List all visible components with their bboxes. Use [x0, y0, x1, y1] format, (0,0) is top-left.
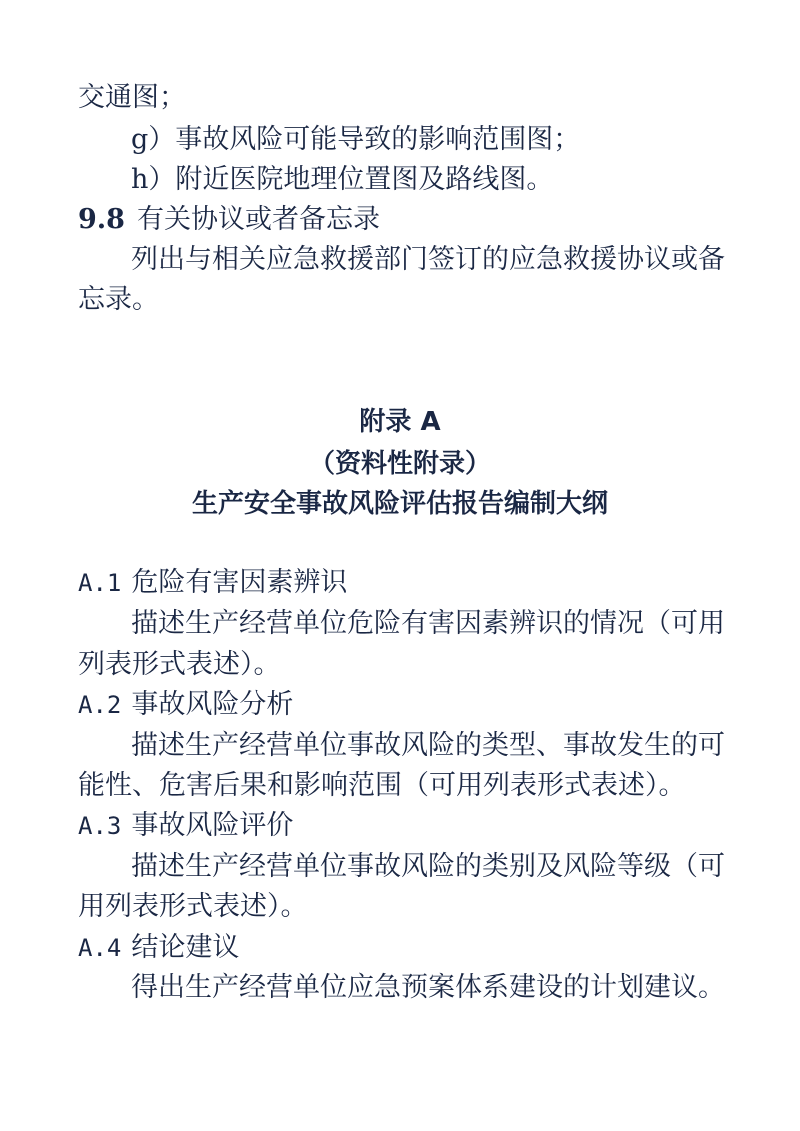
paragraph-line: 描述生产经营单位危险有害因素辨识的情况（可用 [131, 608, 725, 639]
section-number: A.1 [78, 569, 122, 597]
section-number: A.4 [78, 934, 122, 962]
section-title: 事故风险评价 [131, 810, 294, 841]
paragraph-line: 描述生产经营单位事故风险的类别及风险等级（可 [131, 851, 725, 882]
appendix-title: 生产安全事故风险评估报告编制大纲 [191, 489, 608, 519]
paragraph-line: 用列表形式表述）。 [78, 891, 308, 922]
appendix-label: 附录 A [359, 407, 441, 437]
continuation-text: 交通图； [78, 82, 186, 113]
section-title: 危险有害因素辨识 [131, 567, 348, 598]
section-title: 事故风险分析 [131, 689, 294, 720]
paragraph-line: 列出与相关应急救援部门签订的应急救援协议或备 [131, 244, 725, 275]
section-heading-a4 [78, 928, 738, 968]
section-number: A.3 [78, 812, 122, 840]
section-title: 有关协议或者备忘录 [136, 204, 380, 235]
paragraph-line: 能性、危害后果和影响范围（可用列表形式表述）。 [78, 770, 686, 801]
appendix-type: （资料性附录） [308, 449, 491, 479]
section-number: A.2 [78, 691, 122, 719]
paragraph-line: 列表形式表述）。 [78, 649, 281, 680]
section-title: 结论建议 [131, 932, 240, 963]
section-heading-a1 [78, 563, 738, 603]
list-item-h: h）附近医院地理位置图及路线图。 [131, 164, 554, 195]
section-heading-a3 [78, 806, 738, 846]
section-heading-a2 [78, 685, 738, 725]
paragraph-line: 忘录。 [78, 284, 159, 315]
section-heading-9-8 [78, 200, 738, 240]
section-number: 9.8 [78, 204, 125, 235]
list-item-g: g）事故风险可能导致的影响范围图； [131, 124, 581, 155]
paragraph-line: 描述生产经营单位事故风险的类型、事故发生的可 [131, 730, 725, 761]
paragraph-line: 得出生产经营单位应急预案体系建设的计划建议。 [131, 972, 725, 1003]
